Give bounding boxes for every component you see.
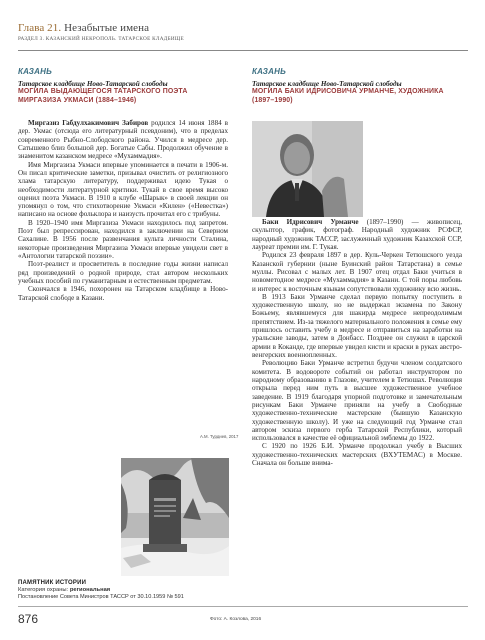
right-paragraph: Баки Идрисович Урманче (1897–1990) — живописец, скульптор, график, фотограф. Народный художник РСФСР, народный художник ТАССР, заслуженный художник Казахской ССР, лауреат премии им. Г. Тукая. — [252, 218, 463, 251]
monument-info — [18, 580, 238, 600]
left-paragraph: В 1920–1940 имя Миргазиза Укмаси находилось под запретом. Поэт был репрессирован, находился в заключении на Северном Сахалине. В 1956 после развенчания культа личности Сталина, некоторые произведения Миргазиза Укмаси впервые увидели свет в «Антологии татарской поэзии». — [18, 218, 228, 260]
left-person-name: Миргазиз Габдулхакимович Забиров — [28, 119, 149, 127]
photo-credit: Фото: А. Козлова, 2016 — [210, 617, 262, 622]
page-number: 876 — [18, 612, 39, 626]
left-article-body — [18, 119, 228, 302]
right-paragraph: В 1913 Баки Урманче сделал первую попытку поступить в художественную школу, но не выдержал экзамена по Закону Божьему, являвшемуся для шакирда медресе непреодолимым препятствием. Из-за тяжелого материального положения в семье ему пришлось оставить учебу в медресе и отправиться на заработки на уральские заводы, затем в Донбасс. Позднее он служил в царской армии в Коканде, где впервые увидел кисти и краски в руках австро-венгерских военнопленных. — [252, 292, 462, 359]
left-city: КАЗАНЬ — [18, 67, 52, 76]
running-header — [18, 22, 468, 42]
section-title: РАЗДЕЛ 3. КАЗАНСКИЙ НЕКРОПОЛЬ. ТАТАРСКОЕ КЛАДБИЩЕ — [18, 36, 184, 42]
right-paragraph: С 1920 по 1926 Б.И. Урманче продолжал учебу в Высших художественно-технических мастерских (ВХУТЕМАС) в Москве. Сначала он больше внима- — [252, 442, 462, 468]
grave-photo-image — [121, 458, 229, 576]
footer-divider — [18, 606, 468, 607]
right-grave-title: МОГИЛА БАКИ ИДРИСОВИЧА УРМАНЧЕ, ХУДОЖНИКА (1897–1990) — [252, 88, 444, 104]
right-paragraph: Родился 23 февраля 1897 в дер. Куль-Черкен Тетюшского уезда Казанской губернии (ныне Буинский район Татарстана) в семье муллы. Рисовал с малых лет. В 1907 отец отдал Баки учиться в новометодное медресе «Мухаммадия» в Казани. С той поры любовь и интерес к восточным языкам сопутствовали художнику всю жизнь. — [252, 251, 462, 293]
monument-decree: Постановление Совета Министров ТАССР от 30.10.1959 № 591 — [18, 594, 184, 600]
right-article-body — [252, 218, 462, 467]
header-divider — [18, 50, 468, 51]
right-article-heading — [252, 67, 462, 106]
left-grave-title: МОГИЛА ВЫДАЮЩЕГОСЯ ТАТАРСКОГО ПОЭТА МИРГАЗИЗА УКМАСИ (1884–1946) — [18, 88, 188, 104]
right-person-name: Баки Идрисович Урманче — [262, 218, 359, 226]
left-cemetery: Татарское кладбище Ново-Татарской слободы — [18, 80, 168, 88]
grave-photo — [121, 458, 229, 576]
chapter-heading — [18, 22, 468, 34]
left-paragraph: Скончался в 1946, похоронен на Татарском кладбище в Ново-Татарской слободе в Казани. — [18, 285, 228, 302]
chapter-title: Незабытые имена — [64, 22, 150, 34]
portrait-photo-image — [252, 121, 363, 217]
right-cemetery: Татарское кладбище Ново-Татарской слободы — [252, 80, 402, 88]
right-city: КАЗАНЬ — [252, 67, 286, 76]
left-paragraph: Имя Миргазиза Укмаси впервые упоминается в печати в 1906-м. Он писал критические заметки, призывал очистить от религиозного хлама татарскую литературу, поддерживал идею Тукая о необходимости литературной критики. Тукай в свое время высоко оценил поэта Укмаси. В 1910 в клубе «Шарык» в своей лекции он упомянул о том, что стихотворение Укмаси «Килен» («Невестка») написано на основе фольклора и наизусть прочитал его с трибуны. — [18, 160, 228, 219]
right-paragraph: Революцию Баки Урманче встретил будучи членом солдатского комитета. В водовороте событий он работал инструктором по народному образованию в Глазове, учителем в Тетюшах. Революция открыла перед ним путь в высшее художественное учебное заведение. В 1919 благодаря упорной подготовке и замечательным рисункам Баки Урманче приняли на учебу в Свободные художественно-технические мастерские (бывшую Казанскую художественную школу). И уже на следующий год Урманче стал автором эскиза первого герба Татарской Республики, который использовался в качестве её официальной эмблемы до 1922. — [252, 359, 462, 443]
monument-title: ПАМЯТНИК ИСТОРИИ — [18, 580, 87, 586]
left-article-heading — [18, 67, 228, 106]
left-paragraph: Миргазиз Габдулхакимович Забиров родился 14 июня 1884 в дер. Укмас (отсюда его литературный псевдоним), что в пределах современного Рыбно-Слободского района. Учился в медресе дер. Сатышево близ большой дер. Богатые Сабы. Продолжил обучение в знаменитом казанском медресе «Мухаммадия». — [18, 119, 228, 161]
photo-author-caption: А.М. Турдиев, 2017 — [200, 434, 239, 439]
chapter-number: Глава 21. — [18, 22, 62, 34]
portrait-photo — [252, 121, 363, 217]
monument-category: Категория охраны: региональная — [18, 587, 111, 593]
left-paragraph: Поэт-реалист и просветитель в последние годы жизни написал ряд произведений о родной природе, стал автором нескольких учебных пособий по гуманитарным и естественным предметам. — [18, 260, 228, 285]
